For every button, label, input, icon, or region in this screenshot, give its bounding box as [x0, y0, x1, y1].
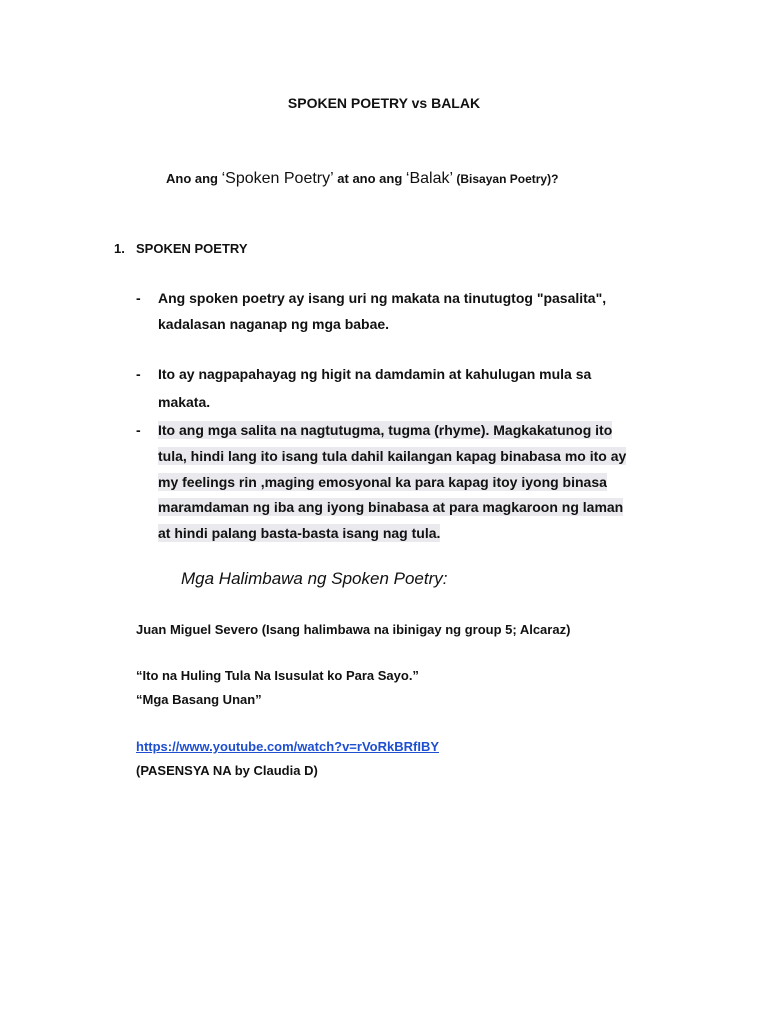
example-poem-2: “Mga Basang Unan”	[136, 692, 262, 707]
example-author-line	[136, 622, 570, 637]
bullet-1-line-2: kadalasan naganap ng mga babae.	[158, 316, 390, 332]
highlighted-text: at hindi palang basta-basta isang nag tula.	[158, 525, 441, 541]
highlighted-text: maramdaman ng iba ang iyong binabasa at para magkaroon ng laman	[158, 499, 624, 515]
bullet-2-line-1: Ito ay nagpapahayag ng higit na damdamin at kahulugan mula sa	[158, 366, 592, 382]
question-text-3: (Bisayan Poetry)?	[453, 172, 559, 186]
section-number: 1.	[114, 241, 125, 256]
question-text-1: Ano ang	[166, 171, 222, 186]
section-heading: SPOKEN POETRY	[136, 241, 248, 256]
bullet-3-line-3	[158, 474, 607, 490]
question-text-2: at ano ang	[333, 171, 406, 186]
bullet-marker: -	[136, 290, 141, 306]
bullet-2-line-2: makata.	[158, 394, 211, 410]
examples-heading: Mga Halimbawa ng Spoken Poetry:	[181, 569, 448, 588]
bullet-3-line-1	[158, 422, 612, 438]
example-author-note: Isang halimbawa na ibinigay ng group 5; Alcaraz)	[266, 622, 571, 637]
bullet-3-line-4	[158, 499, 623, 515]
example-poem-1: “Ito na Huling Tula Na Isusulat ko Para Sayo.”	[136, 668, 419, 683]
bullet-3-line-2	[158, 448, 626, 464]
question-term-spoken-poetry: ‘Spoken Poetry’	[221, 170, 334, 187]
highlighted-text: tula, hindi lang ito isang tula dahil kailangan kapag binabasa mo ito ay	[158, 448, 627, 464]
example-author: Juan Miguel Severo (	[136, 622, 267, 637]
question-term-balak: ‘Balak’	[405, 170, 454, 187]
page-title: SPOKEN POETRY vs BALAK	[287, 95, 481, 111]
youtube-link[interactable]: https://www.youtube.com/watch?v=rVoRkBRfIBY	[136, 739, 439, 754]
bullet-1-line-1: Ang spoken poetry ay isang uri ng makata na tinutugtog "pasalita",	[158, 290, 607, 306]
bullet-marker: -	[136, 422, 141, 438]
highlighted-text: my feelings rin ,maging emosyonal ka para kapag itoy iyong binasa	[158, 474, 607, 490]
question-line	[166, 170, 558, 188]
highlighted-text: Ito ang mga salita na nagtutugma, tugma (rhyme). Magkakatunog ito	[158, 422, 613, 438]
example-credit: (PASENSYA NA by Claudia D)	[136, 763, 318, 778]
bullet-3-line-5	[158, 525, 440, 541]
bullet-marker: -	[136, 366, 141, 382]
